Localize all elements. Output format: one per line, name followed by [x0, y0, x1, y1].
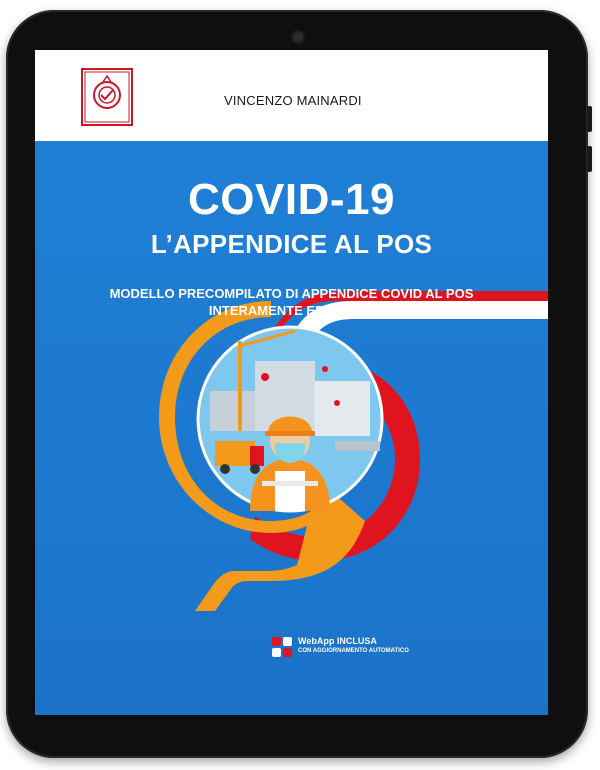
- webapp-badge-title: WebApp INCLUSA: [298, 636, 377, 646]
- power-button: [587, 146, 592, 172]
- publisher-logo-icon: [81, 68, 133, 126]
- cover-subtitle: L’APPENDICE AL POS: [150, 229, 433, 259]
- author-name: VINCENZO MAINARDI: [224, 93, 362, 108]
- cover-description-line2: INTERAMENTE EDITABILE: [208, 303, 375, 318]
- virus-icon: [261, 373, 269, 381]
- volume-button: [587, 106, 592, 132]
- truck-icon: [215, 441, 255, 466]
- book-cover: [35, 141, 548, 715]
- cover-description-line1: MODELLO PRECOMPILATO DI APPENDICE COVID AL POS: [109, 286, 474, 301]
- cover-title: COVID-19: [188, 175, 395, 224]
- camera-icon: [293, 32, 303, 42]
- tablet-screen: [35, 50, 548, 715]
- cover-illustration: [35, 141, 548, 715]
- webapp-icon: [270, 635, 294, 659]
- webapp-badge-subtitle: CON AGGIORNAMENTO AUTOMATICO: [298, 648, 409, 654]
- cover-header: [35, 50, 548, 141]
